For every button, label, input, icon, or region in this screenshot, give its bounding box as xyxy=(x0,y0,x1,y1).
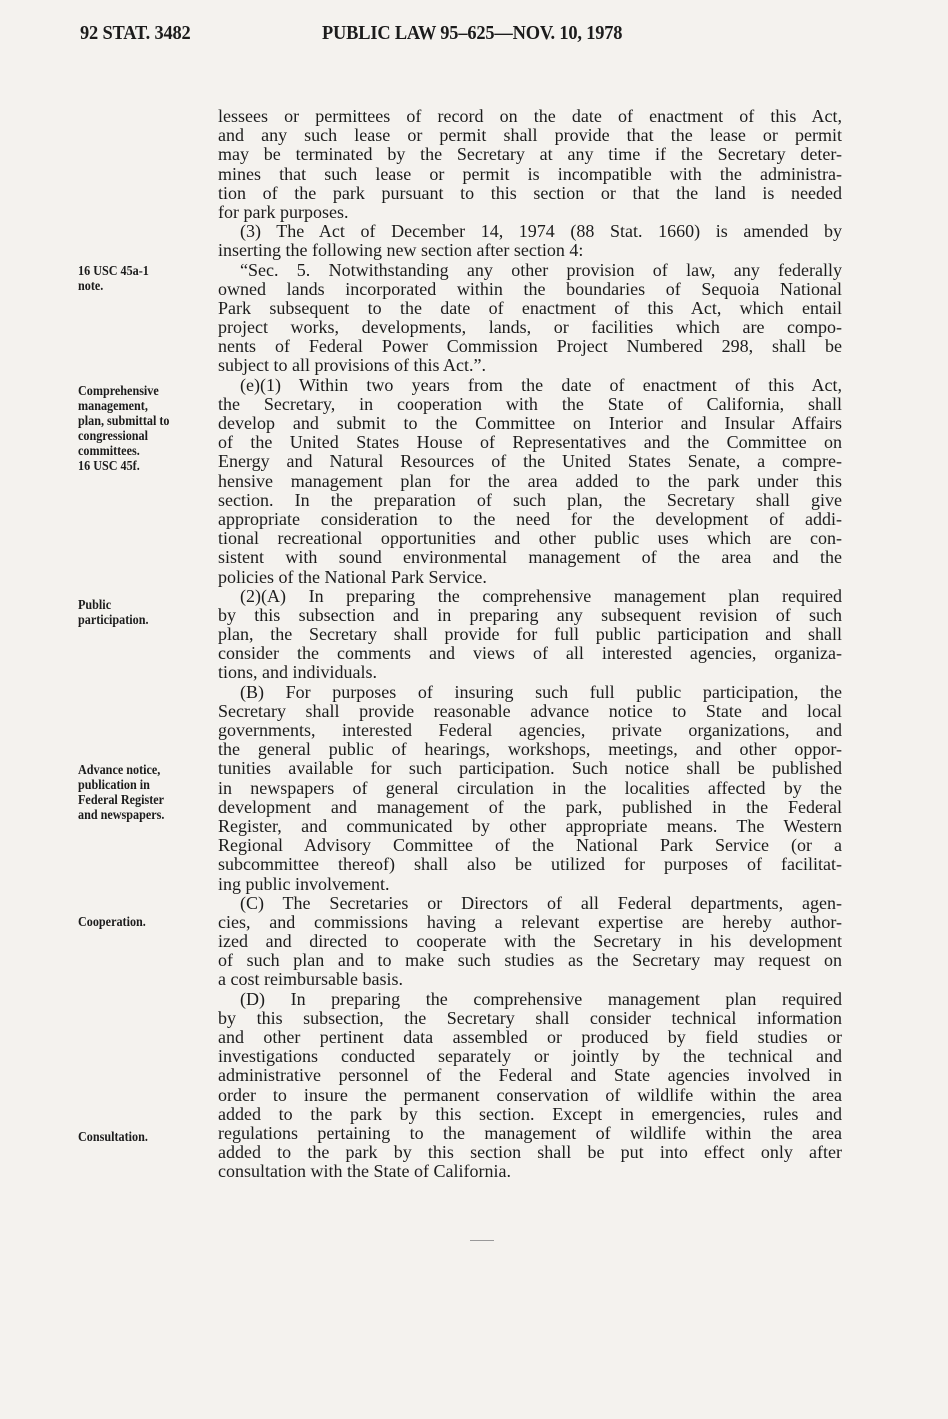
text-line: order to insure the permanent conservation of wildlife within the area xyxy=(218,1084,842,1105)
text-line: and other pertinent data assembled or produced by field studies or xyxy=(218,1027,842,1047)
text-line: development and management of the park, published in the Federal xyxy=(218,796,842,817)
text-line: ized and directed to cooperate with the Secretary in his development xyxy=(218,931,842,952)
margin-note-line: and newspapers. xyxy=(78,807,165,822)
margin-note-consultation xyxy=(78,1129,148,1144)
margin-note-line: Consultation. xyxy=(78,1129,148,1144)
margin-note-line: committees. xyxy=(78,443,140,458)
text-line: owned lands incorporated within the boundaries of Sequoia National xyxy=(218,278,842,299)
margin-note-cooperation xyxy=(78,914,146,929)
paragraph xyxy=(218,222,842,260)
margin-note-comprehensive-management xyxy=(78,383,169,473)
text-line: (B) For purposes of insuring such full public participation, the xyxy=(240,681,842,702)
text-line: tional recreational opportunities and other public uses which are con- xyxy=(218,528,842,549)
text-line: “Sec. 5. Notwithstanding any other provision of law, any federally xyxy=(240,259,842,280)
text-line: Secretary shall provide reasonable advance notice to State and local xyxy=(218,700,842,721)
text-line: tions, and individuals. xyxy=(218,662,377,683)
margin-note-line: 16 USC 45a-1 xyxy=(78,263,149,278)
text-line: inserting the following new section after section 4: xyxy=(218,240,584,261)
text-line: plan, the Secretary shall provide for full public participation and shall xyxy=(218,624,842,645)
text-line: of such plan and to make such studies as the Secretary may request on xyxy=(218,950,842,971)
running-header: PUBLIC LAW 95–625—NOV. 10, 1978 xyxy=(322,22,623,44)
page-stat-number: 92 STAT. 3482 xyxy=(80,22,191,44)
text-line: for park purposes. xyxy=(218,201,349,222)
text-line: hensive management plan for the area added to the park under this xyxy=(218,470,842,491)
text-line: Register, and communicated by other appropriate means. The Western xyxy=(218,815,842,836)
text-line: consultation with the State of California. xyxy=(218,1161,511,1182)
text-line: section. In the preparation of such plan, the Secretary shall give xyxy=(218,489,842,510)
body-text xyxy=(218,107,842,1182)
margin-note-line: Federal Register xyxy=(78,792,165,807)
text-line: project works, developments, lands, or facilities which are compo- xyxy=(218,317,842,338)
text-line: the general public of hearings, workshops, meetings, and other oppor- xyxy=(218,739,842,760)
margin-note-line: Cooperation. xyxy=(78,914,146,929)
margin-note-line: congressional xyxy=(78,428,148,443)
margin-note-usc-45a-1 xyxy=(78,263,149,293)
margin-note-public-participation xyxy=(78,597,149,627)
paragraph xyxy=(218,261,842,376)
paragraph xyxy=(218,587,842,683)
text-line: of the United States House of Representatives and the Committee on xyxy=(218,432,842,453)
margin-note-advance-notice xyxy=(78,762,164,822)
text-line: Energy and Natural Resources of the United States Senate, a compre- xyxy=(218,451,842,472)
margin-note-line: plan, submittal to xyxy=(78,413,170,428)
text-line: may be terminated by the Secretary at any time if the Secretary deter- xyxy=(218,144,842,165)
text-line: cies, and commissions having a relevant expertise are hereby author- xyxy=(218,911,842,932)
text-line: tion of the park pursuant to this section or that the land is needed xyxy=(218,182,842,203)
margin-note-line: participation. xyxy=(78,612,149,627)
text-line: (e)(1) Within two years from the date of enactment of this Act, xyxy=(240,374,842,395)
text-line: (D) In preparing the comprehensive management plan required xyxy=(240,988,842,1009)
paragraph xyxy=(218,376,842,587)
text-line: subject to all provisions of this Act.”. xyxy=(218,355,486,376)
text-line: Regional Advisory Committee of the National Park Service (or a xyxy=(218,835,842,856)
margin-note-line: Public xyxy=(78,597,112,612)
margin-note-line: management, xyxy=(78,398,148,413)
text-line: added to the park by this section. Except in emergencies, rules and xyxy=(218,1103,842,1124)
margin-note-line: note. xyxy=(78,278,104,293)
text-line: (2)(A) In preparing the comprehensive management plan required xyxy=(240,585,842,606)
margin-note-line: 16 USC 45f. xyxy=(78,458,140,473)
end-rule xyxy=(470,1240,494,1241)
text-line: and any such lease or permit shall provide that the lease or permit xyxy=(218,125,842,146)
margin-note-line: Advance notice, xyxy=(78,762,161,777)
text-line: added to the park by this section shall be put into effect only after xyxy=(218,1142,842,1163)
paragraph xyxy=(218,990,842,1182)
text-line: consider the comments and views of all interested agencies, organiza- xyxy=(218,643,842,664)
text-line: Park subsequent to the date of enactment of this Act, which entail xyxy=(218,297,842,318)
text-line: by this subsection, the Secretary shall consider technical information xyxy=(218,1007,842,1028)
text-line: policies of the National Park Service. xyxy=(218,566,487,587)
margin-note-line: publication in xyxy=(78,777,150,792)
text-line: regulations pertaining to the management of wildlife within the area xyxy=(218,1122,842,1143)
text-line: mines that such lease or permit is incompatible with the administra- xyxy=(218,163,842,184)
text-line: tunities available for such participation. Such notice shall be published xyxy=(218,758,842,779)
text-line: administrative personnel of the Federal and State agencies involved in xyxy=(218,1065,842,1086)
text-line: by this subsection and in preparing any subsequent revision of such xyxy=(218,604,842,625)
text-line: ing public involvement. xyxy=(218,873,390,894)
text-line: develop and submit to the Committee on Interior and Insular Affairs xyxy=(218,413,842,433)
text-line: the Secretary, in cooperation with the State of California, shall xyxy=(218,393,842,414)
text-line: subcommittee thereof) shall also be utilized for purposes of facilitat- xyxy=(218,854,842,875)
text-line: sistent with sound environmental management of the area and the xyxy=(218,547,842,568)
margin-note-line: Comprehensive xyxy=(78,383,159,398)
text-line: a cost reimbursable basis. xyxy=(218,969,403,990)
text-line: (C) The Secretaries or Directors of all Federal departments, agen- xyxy=(240,892,842,913)
paragraph xyxy=(218,107,842,222)
text-line: in newspapers of general circulation in the localities affected by the xyxy=(218,777,842,798)
text-line: appropriate consideration to the need for the development of addi- xyxy=(218,508,842,529)
text-line: (3) The Act of December 14, 1974 (88 Stat. 1660) is amended by xyxy=(240,221,842,242)
paragraph xyxy=(218,683,842,894)
text-line: investigations conducted separately or jointly by the technical and xyxy=(218,1046,842,1067)
text-line: nents of Federal Power Commission Project Numbered 298, shall be xyxy=(218,336,842,357)
text-line: governments, interested Federal agencies, private organizations, and xyxy=(218,720,842,740)
text-line: lessees or permittees of record on the date of enactment of this Act, xyxy=(218,106,842,126)
paragraph xyxy=(218,894,842,990)
